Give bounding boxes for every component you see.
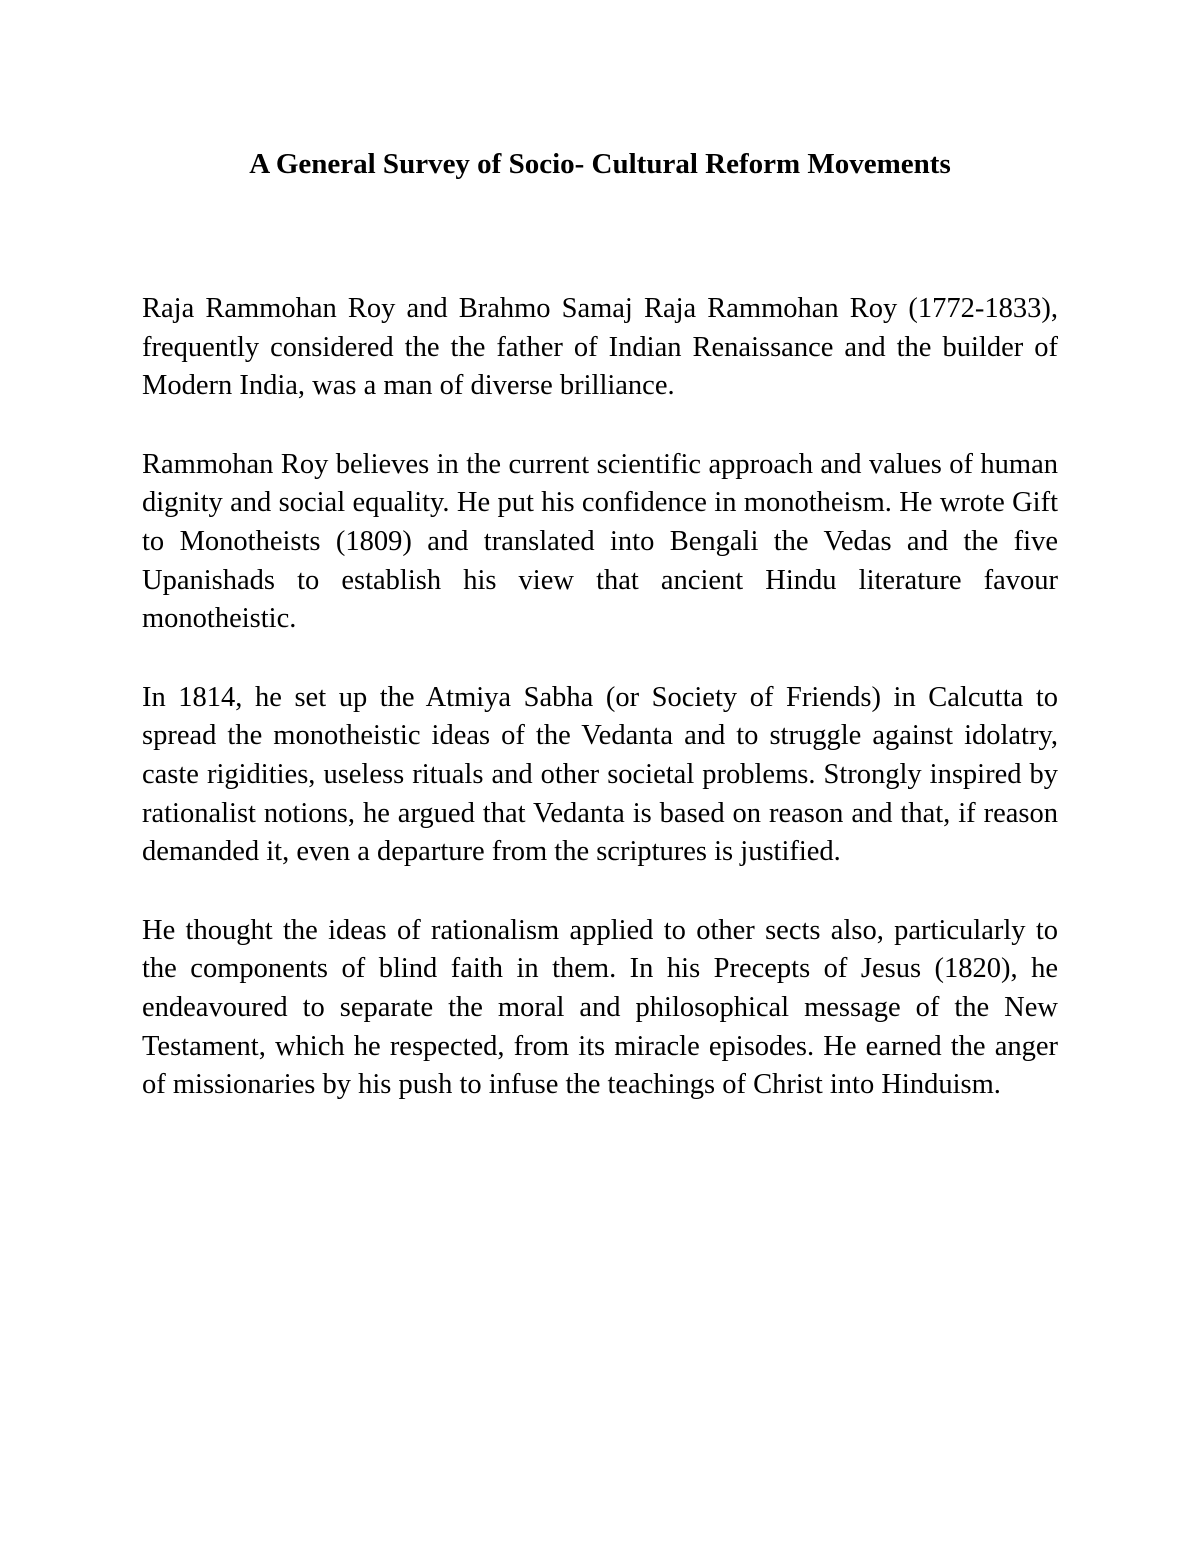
paragraph-raja-rammohan-roy: Raja Rammohan Roy and Brahmo Samaj Raja Rammohan Roy (1772-1833), frequently considered the the father of Indian Renaissance and the builder of Modern India, was a man of diverse brilliance.	[142, 293, 1058, 402]
document-body	[142, 290, 1058, 1145]
page-title: A General Survey of Socio- Cultural Reform Movements	[249, 148, 951, 180]
paragraph-atmiya-sabha: In 1814, he set up the Atmiya Sabha (or Society of Friends) in Calcutta to spread the monotheistic ideas of the Vedanta and to struggle against idolatry, caste rigidities, useless rituals and other societal problems. Strongly inspired by rationalist notions, he argued that Vedanta is based on reason and that, if reason demanded it, even a departure from the scriptures is justified.	[142, 681, 1058, 868]
paragraph-scientific-approach: Rammohan Roy believes in the current scientific approach and values of human dignity and social equality. He put his confidence in monotheism. He wrote Gift to Monotheists (1809) and translated into Bengali the Vedas and the five Upanishads to establish his view that ancient Hindu literature favour monotheistic.	[142, 448, 1058, 635]
paragraph-precepts-of-jesus: He thought the ideas of rationalism applied to other sects also, particularly to the components of blind faith in them. In his Precepts of Jesus (1820), he endeavoured to separate the moral and philosophical message of the New Testament, which he respected, from its miracle episodes. He earned the anger of missionaries by his push to infuse the teachings of Christ into Hinduism.	[142, 914, 1058, 1101]
